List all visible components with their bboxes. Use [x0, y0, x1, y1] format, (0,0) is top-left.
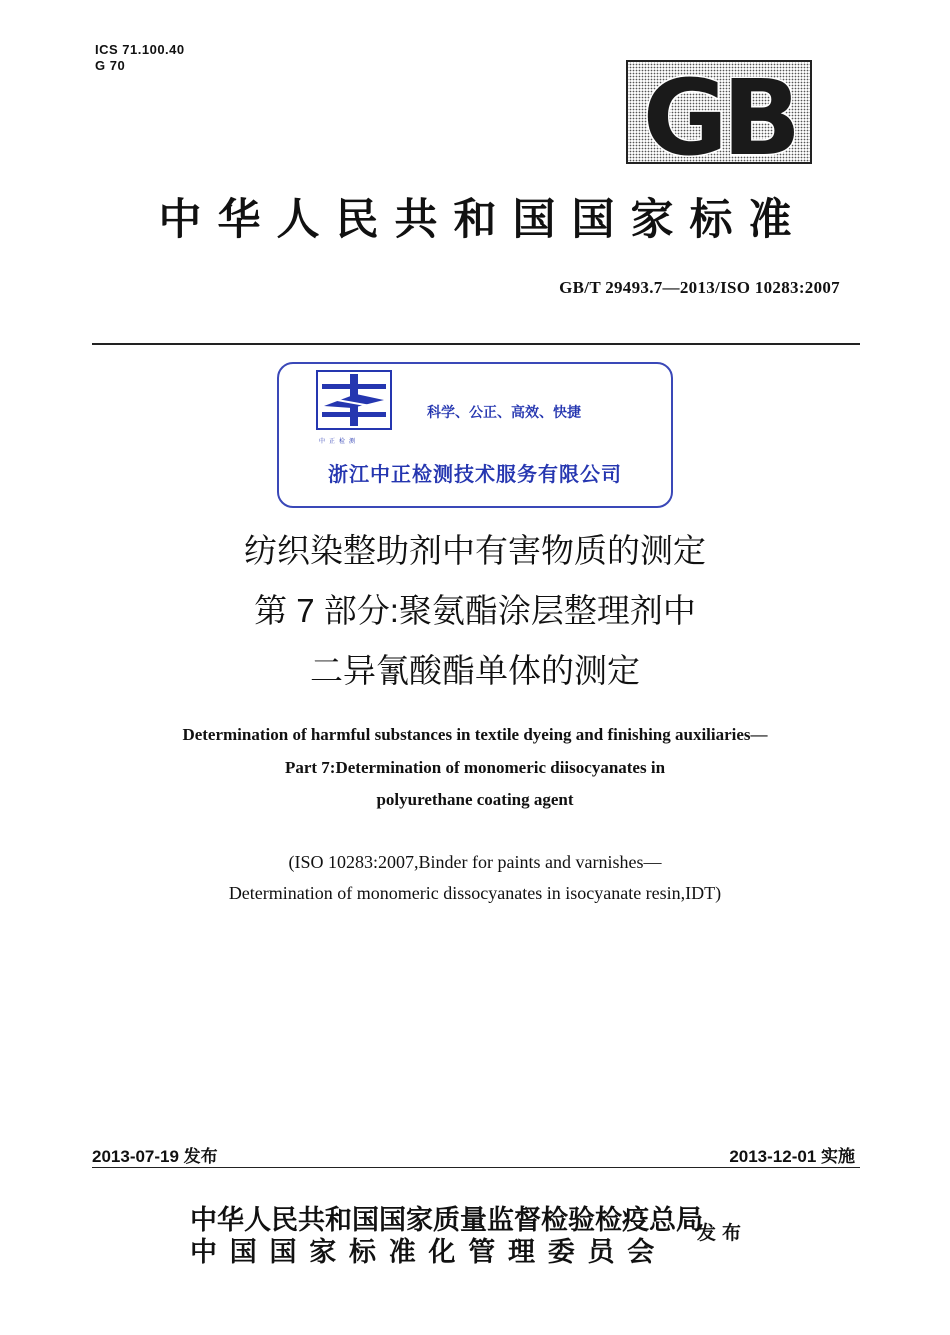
gb-logo-text: GB [642, 60, 796, 164]
publish-label: 发布 [697, 1223, 748, 1244]
company-logo-caption: 中正检测 [319, 439, 360, 445]
national-standard-title: 中华人民共和国国家标准 [158, 197, 808, 244]
en-title-line-3: polyurethane coating agent [376, 790, 574, 809]
company-stamp [277, 362, 673, 508]
header-divider [92, 343, 860, 345]
en-title-line-1: Determination of harmful substances in textile dyeing and finishing auxiliaries— [182, 725, 768, 744]
cn-title-line-2: 第 7 部分:聚氨酯涂层整理剂中 [254, 592, 696, 629]
en-title-line-2: Part 7:Determination of monomeric diisocyanates in [284, 758, 666, 777]
company-logo-icon [316, 370, 392, 430]
ccs-code: G 70 [95, 58, 126, 73]
footer-divider [92, 1167, 860, 1168]
iso-note-line-1: (ISO 10283:2007,Binder for paints and varnishes— [288, 852, 662, 872]
company-name: 浙江中正检测技术服务有限公司 [328, 464, 622, 486]
iso-note-line-2: Determination of monomeric dissocyanates in isocyanate resin,IDT) [228, 883, 722, 903]
cn-title-line-1: 纺织染整助剂中有害物质的测定 [244, 532, 706, 569]
gb-logo [626, 60, 812, 164]
standard-number: GB/T 29493.7—2013/ISO 10283:2007 [559, 278, 840, 297]
company-slogan: 科学、公正、高效、快捷 [427, 404, 581, 420]
classification-block [95, 42, 185, 74]
issuer-aqsiq: 中华人民共和国国家质量监督检验检疫总局 [190, 1205, 703, 1235]
ics-code: ICS 71.100.40 [95, 42, 185, 57]
implementation-date: 2013-12-01 实施 [729, 1147, 855, 1166]
issue-date: 2013-07-19 发布 [92, 1147, 218, 1166]
cn-title-line-3: 二异氰酸酯单体的测定 [310, 652, 640, 689]
issuer-sac: 中 国 国 家 标 准 化 管 理 委 员 会 [190, 1237, 658, 1267]
